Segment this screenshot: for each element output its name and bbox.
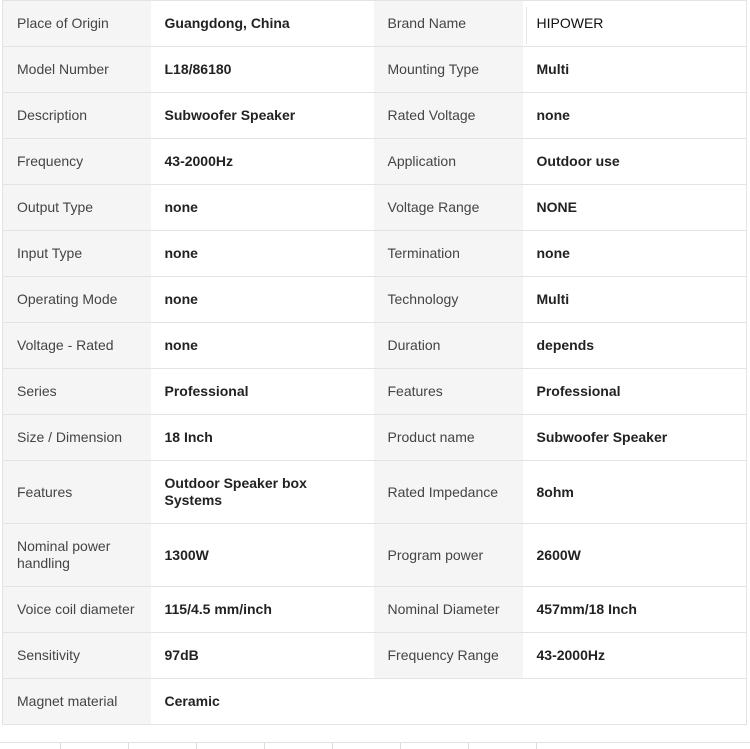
spec-row xyxy=(3,47,747,93)
spec-row xyxy=(3,323,747,369)
spec-label: Voltage - Rated xyxy=(3,323,151,369)
spec-label: Series xyxy=(3,369,151,415)
spec-value: none xyxy=(151,323,374,369)
spec-value: NONE xyxy=(523,185,747,231)
spec-value: 457mm/18 Inch xyxy=(523,587,747,633)
spec-label: Nominal power handling xyxy=(3,524,151,587)
spec-label: Termination xyxy=(374,231,523,277)
spec-label: Voice coil diameter xyxy=(3,587,151,633)
spec-value: Guangdong, China xyxy=(151,1,374,47)
spec-value: Subwoofer Speaker xyxy=(523,415,747,461)
spec-value: depends xyxy=(523,323,747,369)
empty-cell xyxy=(374,679,523,725)
spec-value: none xyxy=(151,185,374,231)
spec-label: Rated Voltage xyxy=(374,93,523,139)
divider-tick xyxy=(468,743,469,749)
spec-row xyxy=(3,461,747,524)
spec-value: none xyxy=(151,231,374,277)
spec-label: Operating Mode xyxy=(3,277,151,323)
divider-tick xyxy=(536,743,537,749)
spec-label: Magnet material xyxy=(3,679,151,725)
spec-value: Multi xyxy=(523,277,747,323)
spec-value: 1300W xyxy=(151,524,374,587)
spec-value: Outdoor Speaker box Systems xyxy=(151,461,374,524)
spec-value: 115/4.5 mm/inch xyxy=(151,587,374,633)
divider-tick xyxy=(196,743,197,749)
divider-tick xyxy=(264,743,265,749)
spec-row xyxy=(3,679,747,725)
spec-value: Subwoofer Speaker xyxy=(151,93,374,139)
product-spec-table xyxy=(2,0,747,725)
spec-label: Frequency xyxy=(3,139,151,185)
spec-value: 43-2000Hz xyxy=(151,139,374,185)
spec-row xyxy=(3,231,747,277)
spec-value: none xyxy=(523,231,747,277)
spec-row xyxy=(3,369,747,415)
spec-label: Features xyxy=(3,461,151,524)
spec-label: Place of Origin xyxy=(3,1,151,47)
divider-tick xyxy=(332,743,333,749)
spec-value: Professional xyxy=(523,369,747,415)
spec-value: Outdoor use xyxy=(523,139,747,185)
spec-label: Program power xyxy=(374,524,523,587)
spec-label: Output Type xyxy=(3,185,151,231)
spec-label: Sensitivity xyxy=(3,633,151,679)
spec-value: Professional xyxy=(151,369,374,415)
spec-label: Description xyxy=(3,93,151,139)
spec-label: Technology xyxy=(374,277,523,323)
spec-row xyxy=(3,415,747,461)
spec-value: HIPOWER xyxy=(523,1,747,47)
divider-tick xyxy=(60,743,61,749)
spec-value: 18 Inch xyxy=(151,415,374,461)
spec-value: Multi xyxy=(523,47,747,93)
spec-value: 97dB xyxy=(151,633,374,679)
spec-row xyxy=(3,524,747,587)
spec-row xyxy=(3,1,747,47)
spec-row xyxy=(3,93,747,139)
spec-value: Ceramic xyxy=(151,679,374,725)
spec-value: 8ohm xyxy=(523,461,747,524)
spec-label: Input Type xyxy=(3,231,151,277)
spec-value: 43-2000Hz xyxy=(523,633,747,679)
spec-row xyxy=(3,139,747,185)
spec-label: Frequency Range xyxy=(374,633,523,679)
spec-value: none xyxy=(523,93,747,139)
spec-row xyxy=(3,185,747,231)
divider-tick xyxy=(400,743,401,749)
spec-label: Voltage Range xyxy=(374,185,523,231)
spec-label: Mounting Type xyxy=(374,47,523,93)
spec-label: Product name xyxy=(374,415,523,461)
divider-tick xyxy=(128,743,129,749)
spec-row xyxy=(3,587,747,633)
spec-label: Size / Dimension xyxy=(3,415,151,461)
spec-label: Features xyxy=(374,369,523,415)
spec-row xyxy=(3,277,747,323)
spec-value: 2600W xyxy=(523,524,747,587)
spec-label: Application xyxy=(374,139,523,185)
spec-label: Brand Name xyxy=(374,1,523,47)
empty-cell xyxy=(523,679,747,725)
spec-label: Duration xyxy=(374,323,523,369)
spec-row xyxy=(3,633,747,679)
spec-value: none xyxy=(151,277,374,323)
spec-label: Rated Impedance xyxy=(374,461,523,524)
spec-label: Model Number xyxy=(3,47,151,93)
spec-value: L18/86180 xyxy=(151,47,374,93)
spec-label: Nominal Diameter xyxy=(374,587,523,633)
